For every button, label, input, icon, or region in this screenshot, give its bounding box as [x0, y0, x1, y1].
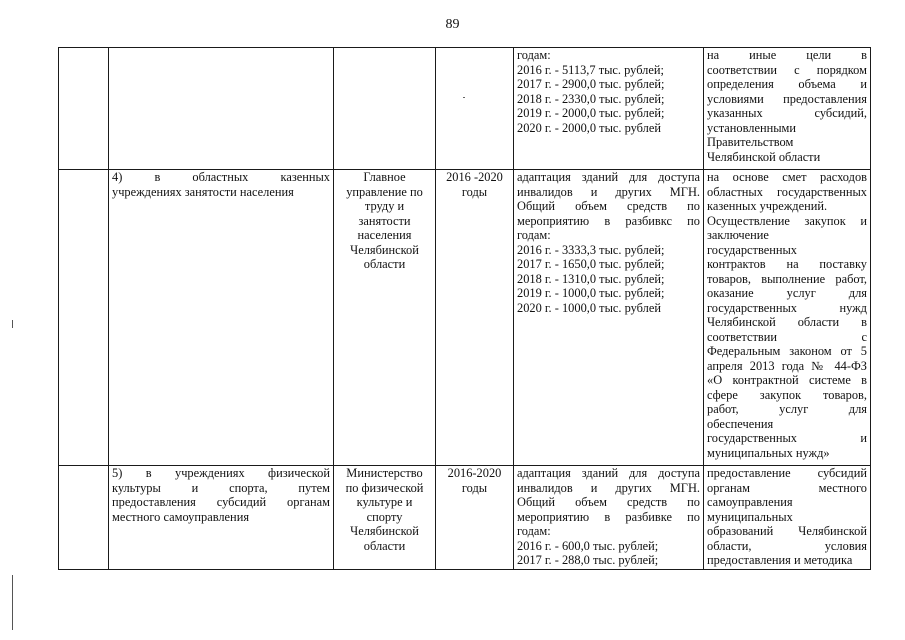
cell-line: соответствии с [707, 329, 867, 344]
table-row [59, 170, 871, 466]
cell-line: определения объема и [707, 77, 867, 91]
cell-line: труду и [364, 199, 405, 213]
cell-line: работ, услуг для [707, 402, 867, 416]
cell-line: адаптация зданий для доступа [517, 170, 700, 184]
cell-notes [704, 48, 871, 170]
cell-line: предоставления и методика [707, 553, 853, 567]
cell-line: указанных субсидий, [707, 106, 867, 120]
cell-line: учреждениях занятости населения [112, 184, 294, 199]
cell-period [436, 170, 514, 466]
cell-line: на основе смет расходов [707, 170, 867, 184]
cell-line: годам: [517, 228, 551, 242]
cell-line: 2017 г. - 2900,0 тыс. рублей; [517, 77, 665, 91]
cell-line: Челябинской области в [707, 315, 867, 329]
cell-line: спорту [366, 509, 403, 524]
cell-line: Правительством [707, 135, 794, 149]
cell-line: инвалидов и других МГН. [517, 184, 700, 199]
cell-executor [334, 48, 436, 170]
cell-line: 2016-2020 [447, 466, 502, 480]
cell-line: обеспечения [707, 416, 774, 431]
cell-measures [514, 170, 704, 466]
table-row [59, 48, 871, 170]
cell-line: области [363, 257, 406, 271]
scan-speck [463, 97, 465, 98]
cell-line: на иные цели в [707, 48, 867, 62]
page-number: 89 [445, 17, 460, 32]
cell-line: годам: [517, 524, 551, 538]
cell-line: образований Челябинской [707, 524, 867, 538]
cell-notes [704, 466, 871, 570]
cell-executor [334, 466, 436, 570]
cell-line: Министерство [346, 466, 423, 480]
cell-direction [109, 48, 334, 170]
cell-line: предоставления субсидий органам [112, 495, 330, 509]
cell-line: населения [357, 228, 412, 242]
cell-index [59, 170, 109, 466]
cell-line: годам: [517, 48, 551, 62]
cell-line: 2016 г. - 3333,3 тыс. рублей; [517, 242, 665, 257]
scan-edge-mark [12, 320, 13, 328]
cell-line: годы [461, 184, 488, 199]
cell-line: товаров, выполнение работ, [707, 271, 867, 286]
cell-line: установленными [707, 120, 797, 135]
cell-line: 4) в областных казенных [112, 170, 330, 184]
cell-line: соответствии с порядком [707, 62, 867, 77]
cell-line: инвалидов и других МГН. [517, 480, 700, 495]
cell-line: местного самоуправления [112, 509, 250, 524]
cell-line: годы [461, 480, 488, 495]
cell-line: «О контрактной системе в [707, 373, 867, 387]
cell-line: Челябинской [350, 242, 419, 257]
cell-measures [514, 48, 704, 170]
cell-line: условиями предоставления [707, 91, 867, 106]
cell-line: 2020 г. - 1000,0 тыс. рублей [517, 300, 661, 315]
cell-line: культуре и [356, 495, 413, 509]
cell-period [436, 48, 514, 170]
cell-line: области [363, 538, 406, 553]
cell-line: предоставление субсидий [707, 466, 867, 480]
cell-index [59, 466, 109, 570]
cell-line: 2019 г. - 1000,0 тыс. рублей; [517, 286, 665, 300]
cell-line: 2016 -2020 [446, 170, 503, 184]
cell-line: 2020 г. - 2000,0 тыс. рублей [517, 120, 661, 135]
cell-line: 2017 г. - 1650,0 тыс. рублей; [517, 257, 665, 271]
cell-line: контрактов на поставку [707, 257, 867, 271]
scan-edge-mark [12, 575, 13, 630]
cell-index [59, 48, 109, 170]
cell-line: области, условия [707, 538, 867, 553]
cell-notes [704, 170, 871, 466]
cell-line: Федеральным законом от 5 [707, 344, 867, 358]
measures-table [58, 47, 871, 570]
cell-line: государственных и [707, 431, 867, 445]
cell-direction [109, 170, 334, 466]
cell-line: 5) в учреждениях физической [112, 466, 330, 480]
cell-line: по физической [345, 480, 424, 495]
cell-line: Общий объем средств по [517, 495, 700, 509]
cell-line: мероприятию в разбивкс по [517, 213, 700, 228]
cell-line: управление по [346, 184, 423, 199]
cell-line: муниципальных [707, 509, 793, 524]
cell-line: адаптация зданий для доступа [517, 466, 700, 480]
cell-period [436, 466, 514, 570]
cell-line: Челябинской [350, 524, 419, 538]
cell-line: 2018 г. - 2330,0 тыс. рублей; [517, 91, 665, 106]
cell-line: мероприятию в разбивке по [517, 509, 700, 524]
cell-line: Челябинской области [707, 149, 821, 164]
cell-line: сфере закупок товаров, [707, 387, 867, 402]
cell-line: 2019 г. - 2000,0 тыс. рублей; [517, 106, 665, 120]
cell-line: Главное [363, 170, 406, 184]
cell-line: Общий объем средств по [517, 199, 700, 213]
cell-line: государственных нужд [707, 300, 867, 315]
cell-line: апреля 2013 года № 44-ФЗ [707, 358, 867, 373]
cell-line: муниципальных нужд» [707, 445, 830, 460]
cell-direction [109, 466, 334, 570]
cell-line: 2018 г. - 1310,0 тыс. рублей; [517, 271, 665, 286]
cell-line: государственных [707, 242, 798, 257]
table-row [59, 466, 871, 570]
cell-line: органам местного [707, 480, 867, 495]
cell-line: 2016 г. - 5113,7 тыс. рублей; [517, 62, 664, 77]
cell-line: заключение [707, 228, 769, 242]
cell-line: оказание услуг для [707, 286, 867, 300]
cell-line: казенных учреждений. [707, 199, 828, 213]
cell-line: областных государственных [707, 184, 867, 199]
cell-line: самоуправления [707, 495, 793, 509]
cell-executor [334, 170, 436, 466]
cell-line: занятости [358, 213, 411, 228]
cell-line: культуры и спорта, путем [112, 480, 330, 495]
cell-line: 2016 г. - 600,0 тыс. рублей; [517, 538, 659, 553]
cell-line: 2017 г. - 288,0 тыс. рублей; [517, 553, 659, 567]
cell-measures [514, 466, 704, 570]
cell-line: Осуществление закупок и [707, 213, 867, 228]
